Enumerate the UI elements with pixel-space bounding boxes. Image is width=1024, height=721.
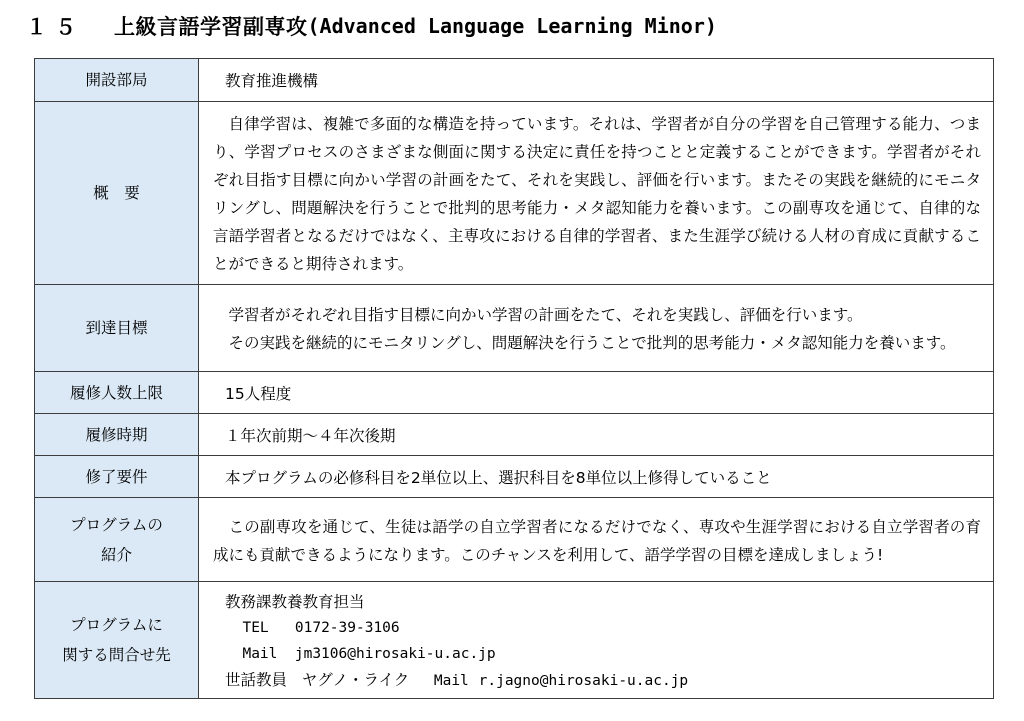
requirements-label: 修了要件 (35, 456, 199, 498)
goals-label: 到達目標 (35, 285, 199, 372)
goals-line-1: 学習者がそれぞれ目指す目標に向かい学習の計画をたて、それを実践し、評価を行います。 (228, 306, 863, 324)
tel-label: TEL (242, 619, 269, 636)
row-period (35, 414, 994, 456)
introduction-label-line-1: プログラムの (70, 515, 163, 534)
faculty-mail-label: Mail (433, 672, 469, 689)
introduction-label-line-2: 紹介 (100, 545, 132, 564)
introduction-cell (199, 498, 994, 582)
row-contact (35, 582, 994, 699)
section-number: １５ (26, 15, 84, 39)
period-value: １年次前期～４年次後期 (199, 414, 994, 456)
faculty-mail-address[interactable]: r.jagno@hirosaki-u.ac.jp (478, 672, 689, 689)
overview-cell (199, 102, 994, 285)
tel-number: 0172-39-3106 (294, 619, 400, 636)
mail-address[interactable]: jm3106@hirosaki-u.ac.jp (294, 645, 496, 662)
period-label: 履修時期 (35, 414, 199, 456)
row-requirements (35, 456, 994, 498)
row-capacity (35, 372, 994, 414)
requirements-value: 本プログラムの必修科目を2単位以上、選択科目を8単位以上修得していること (199, 456, 994, 498)
row-introduction (35, 498, 994, 582)
contact-label-line-1: プログラムに (70, 616, 163, 634)
faculty-label: 世話教員 (225, 670, 288, 689)
contact-faculty-line (225, 667, 981, 694)
introduction-text: この副専攻を通じて、生徒は語学の自立学習者になるだけでなく、専攻や生涯学習における自立学習者の育成にも貢献できるようになります。このチャンスを利用して、語学学習の目標を達成しましょう! (213, 517, 981, 564)
capacity-value: 15人程度 (199, 372, 994, 414)
goals-cell (199, 285, 994, 372)
goals-line-2: その実践を継続的にモニタリングし、問題解決を行うことで批判的思考能力・メタ認知能力を養います。 (228, 334, 956, 352)
contact-office: 教務課教養教育担当 (225, 592, 365, 611)
overview-text: 自律学習は、複雑で多面的な構造を持っています。それは、学習者が自分の学習を自己管理する能力、つまり、学習プロセスのさまざまな側面に関する決定に責任を持つことと定義することができます。学習者がそれぞれ目指す目標に向かい学習の計画をたて、それを実践し、評価を行います。またその実践を継続的にモニタリングし、問題解決を行うことで批判的思考能力・メタ認知能力を養います。この副専攻を通じて、自律的な言語学習者となるだけではなく、主専攻における自律的学習者、また生涯学び続ける人材の育成に貢献することができると期待されます。 (213, 115, 981, 273)
contact-cell (199, 582, 994, 699)
program-info-table (34, 58, 994, 699)
contact-label-line-2: 関する問合せ先 (62, 646, 171, 664)
contact-label (35, 582, 199, 699)
title-english: (Advanced Language Learning Minor) (307, 14, 717, 38)
overview-label: 概 要 (35, 102, 199, 285)
mail-label: Mail (242, 645, 278, 662)
capacity-label: 履修人数上限 (35, 372, 199, 414)
contact-mail-line (225, 641, 981, 667)
contact-tel-line (225, 615, 981, 641)
faculty-name: ヤグノ・ライク (301, 670, 410, 689)
department-label: 開設部局 (35, 59, 199, 102)
page-title (26, 6, 717, 46)
title-japanese: 上級言語学習副専攻 (114, 15, 308, 39)
department-value: 教育推進機構 (199, 59, 994, 102)
row-overview (35, 102, 994, 285)
row-goals (35, 285, 994, 372)
introduction-label (35, 498, 199, 582)
row-department (35, 59, 994, 102)
